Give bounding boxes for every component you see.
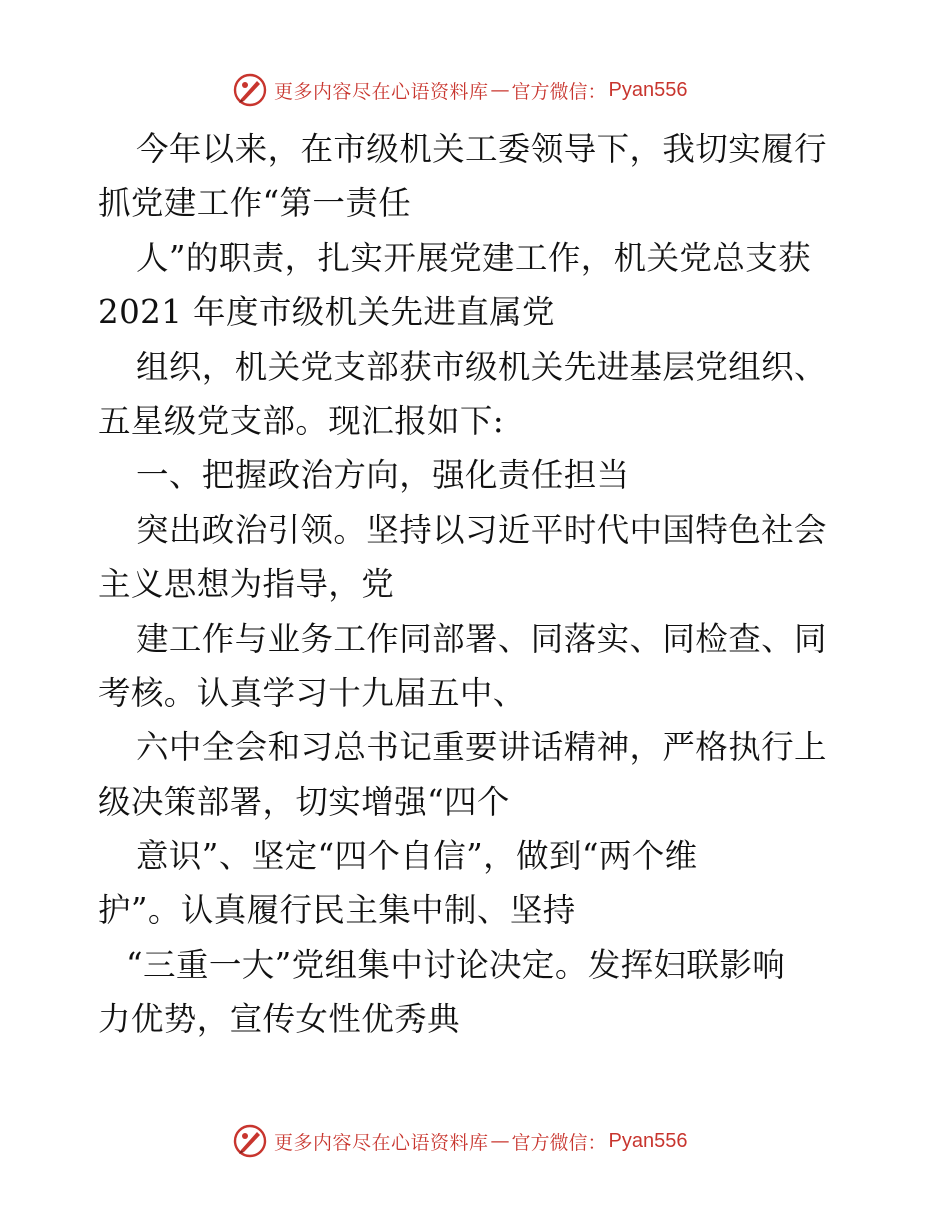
paragraph-line: 力优势，宣传女性优秀典 xyxy=(98,1000,460,1039)
watermark-wechat-id: Pyan556 xyxy=(608,78,688,101)
paragraph-line: 主义思想为指导，党 xyxy=(98,565,395,604)
paragraph-line: 护”。认真履行民主集中制、坚持 xyxy=(98,891,576,930)
watermark-dash: — xyxy=(490,79,510,101)
section-heading: 一、把握政治方向，强化责任担当 xyxy=(136,456,630,495)
watermark-text: 更多内容尽在心语资料库 xyxy=(274,80,489,103)
watermark-wechat-id: Pyan556 xyxy=(608,1129,688,1152)
paragraph-line: 六中全会和习总书记重要讲话精神，严格执行上 xyxy=(136,728,827,767)
document-body xyxy=(98,122,858,1047)
paragraph-line: “三重一大”党组集中讨论决定。发挥妇联影响 xyxy=(126,945,786,984)
paragraph-line: 2021 年度市级机关先进直属党 xyxy=(98,293,555,332)
header-watermark xyxy=(232,70,688,110)
paragraph-line: 意识”、坚定“四个自信”，做到“两个维 xyxy=(136,837,698,876)
watermark-text: 更多内容尽在心语资料库 xyxy=(274,1131,489,1154)
paragraph-line: 突出政治引领。坚持以习近平时代中国特色社会 xyxy=(136,510,827,549)
watermark-label: 官方微信： xyxy=(511,80,607,103)
paragraph-line: 今年以来，在市级机关工委领导下，我切实履行 xyxy=(136,130,827,168)
paragraph-line: 考核。认真学习十九届五中、 xyxy=(98,673,526,712)
paragraph-line: 级决策部署，切实增强“四个 xyxy=(98,782,510,821)
paragraph-line: 建工作与业务工作同部署、同落实、同检查、同 xyxy=(136,619,827,658)
footer-watermark xyxy=(232,1121,688,1161)
paragraph-line: 抓党建工作“第一责任 xyxy=(98,184,412,223)
paragraph-line: 人”的职责，扎实开展党建工作，机关党总支获 xyxy=(136,238,812,277)
watermark-label: 官方微信： xyxy=(511,1131,607,1154)
paragraph-line: 五星级党支部。现汇报如下: xyxy=(98,401,505,440)
watermark-dash: — xyxy=(490,1130,510,1152)
pen-logo-icon xyxy=(232,1123,268,1159)
pen-logo-icon xyxy=(232,72,268,108)
paragraph-line: 组织，机关党支部获市级机关先进基层党组织、 xyxy=(136,347,827,386)
